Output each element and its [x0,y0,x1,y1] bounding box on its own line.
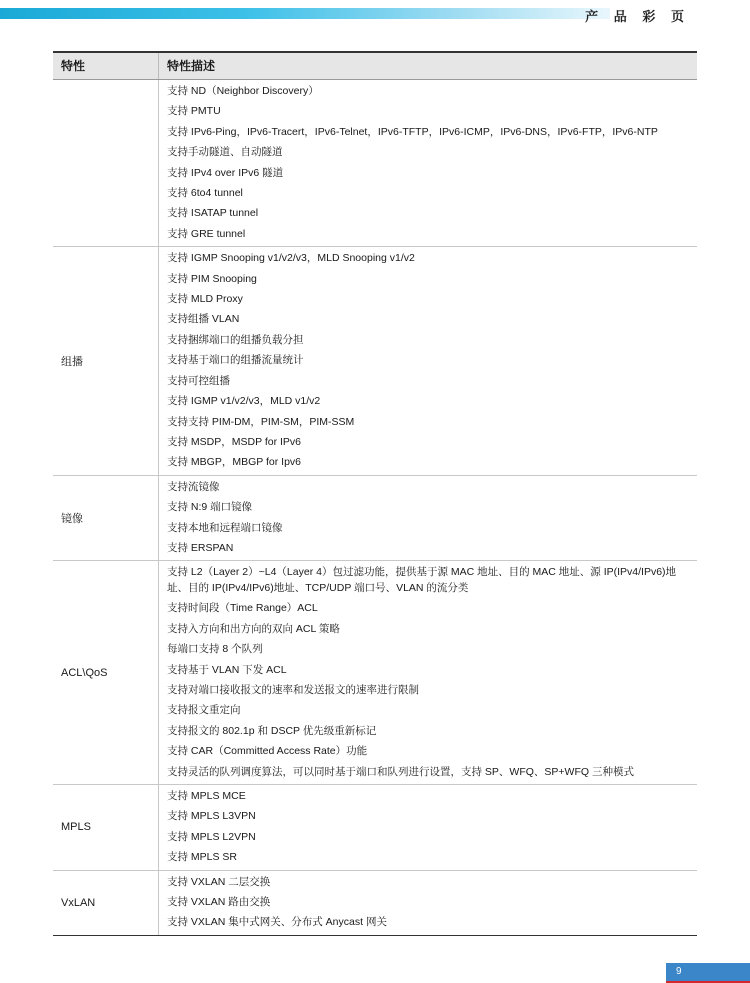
feature-description-item: 支持 MPLS L2VPN [167,830,256,843]
feature-description-item: 支持 PIM Snooping [167,272,257,285]
feature-description-item: 支持组播 VLAN [167,313,240,326]
feature-description-item: 支持报文重定向 [167,704,241,717]
feature-description-cell [159,785,697,870]
feature-name-cell: VxLAN [53,871,159,935]
feature-description-item: 支持捆绑端口的组播负载分担 [167,333,304,346]
feature-name-cell: MPLS [53,785,159,870]
feature-description-cell [159,561,697,784]
feature-description-item: 支持 PMTU [167,105,221,118]
feature-description-item: 支持灵活的队列调度算法，可以同时基于端口和队列进行设置，支持 SP、WFQ、SP+WFQ 三种模式 [167,765,634,778]
feature-description-item: 支持 IGMP v1/v2/v3，MLD v1/v2 [167,395,321,408]
feature-description-item: 支持 6to4 tunnel [167,187,243,200]
feature-description-item: 支持时间段（Time Range）ACL [167,602,318,615]
table-row [53,561,697,785]
feature-description-item: 支持 MPLS L3VPN [167,810,256,823]
feature-description-item: 支持 ISATAP tunnel [167,207,259,220]
feature-description-item: 支持支持 PIM-DM，PIM-SM，PIM-SSM [167,415,355,428]
feature-description-item: 支持 MPLS MCE [167,790,246,802]
feature-description-item: 支持可控组播 [167,374,230,387]
header-accent-bar [0,8,610,19]
feature-description-item: 支持 MSDP，MSDP for IPv6 [167,435,301,448]
feature-description-item: 支持 ND（Neighbor Discovery） [167,85,319,97]
feature-name-cell: ACL\QoS [53,561,159,784]
feature-description-item: 支持 VXLAN 二层交换 [167,875,271,888]
feature-description-item: 支持流镜像 [167,480,220,493]
feature-description-item: 支持报文的 802.1p 和 DSCP 优先级重新标记 [167,724,377,737]
feature-description-item: 支持 L2（Layer 2）~L4（Layer 4）包过滤功能，提供基于源 MAC 地址、目的 MAC 地址、源 IP(IPv4/IPv6)地址、目的 IP(IPv4/IPv6)地址、TCP/UDP 端口号、VLAN 的流分类 [167,566,677,595]
feature-description-item: 支持 IPv6-Ping，IPv6-Tracert，IPv6-Telnet，IPv6-TFTP，IPv6-ICMP，IPv6-DNS，IPv6-FTP，IPv6-NTP [167,125,658,138]
feature-description-cell [159,80,697,246]
feature-name-cell [53,80,159,246]
feature-description-item: 支持 MBGP，MBGP for Ipv6 [167,456,302,469]
table-row [53,785,697,871]
feature-description-item: 支持基于端口的组播流量统计 [167,354,304,367]
feature-description-item: 支持 MPLS SR [167,851,238,864]
table-row [53,80,697,247]
feature-description-item: 支持对端口接收报文的速率和发送报文的速率进行限制 [167,683,419,696]
table-row [53,871,697,936]
page-header-title: 产 品 彩 页 [585,9,690,24]
column-header-feature: 特性 [53,53,159,79]
feature-description-item: 支持基于 VLAN 下发 ACL [167,663,287,676]
feature-description-item: 支持 N:9 端口镜像 [167,501,253,514]
feature-description-cell [159,871,697,935]
feature-description-item: 支持 VXLAN 路由交换 [167,896,271,909]
page-number: 9 [666,963,750,981]
feature-description-item: 支持 CAR（Committed Access Rate）功能 [167,745,368,758]
feature-description-item: 支持 ERSPAN [167,541,234,554]
column-header-description: 特性描述 [167,59,216,73]
table-row [53,247,697,475]
feature-description-cell [159,476,697,561]
feature-description-item: 支持入方向和出方向的双向 ACL 策略 [167,622,340,635]
table-body [53,80,697,936]
feature-name-cell: 组播 [53,247,159,474]
feature-description-item: 每端口支持 8 个队列 [167,643,263,656]
feature-description-item: 支持 VXLAN 集中式网关、分布式 Anycast 网关 [167,916,387,929]
feature-name-cell: 镜像 [53,476,159,561]
feature-description-item: 支持 MLD Proxy [167,293,243,306]
feature-description-item: 支持 GRE tunnel [167,227,246,240]
feature-description-cell [159,247,697,474]
feature-table [53,51,697,936]
feature-description-item: 支持本地和远程端口镜像 [167,521,283,534]
feature-description-item: 支持 IGMP Snooping v1/v2/v3，MLD Snooping v1/v2 [167,252,415,265]
feature-description-item: 支持手动隧道、自动隧道 [167,146,283,159]
feature-description-item: 支持 IPv4 over IPv6 隧道 [167,166,284,179]
table-row [53,476,697,562]
table-header-row [53,51,697,80]
